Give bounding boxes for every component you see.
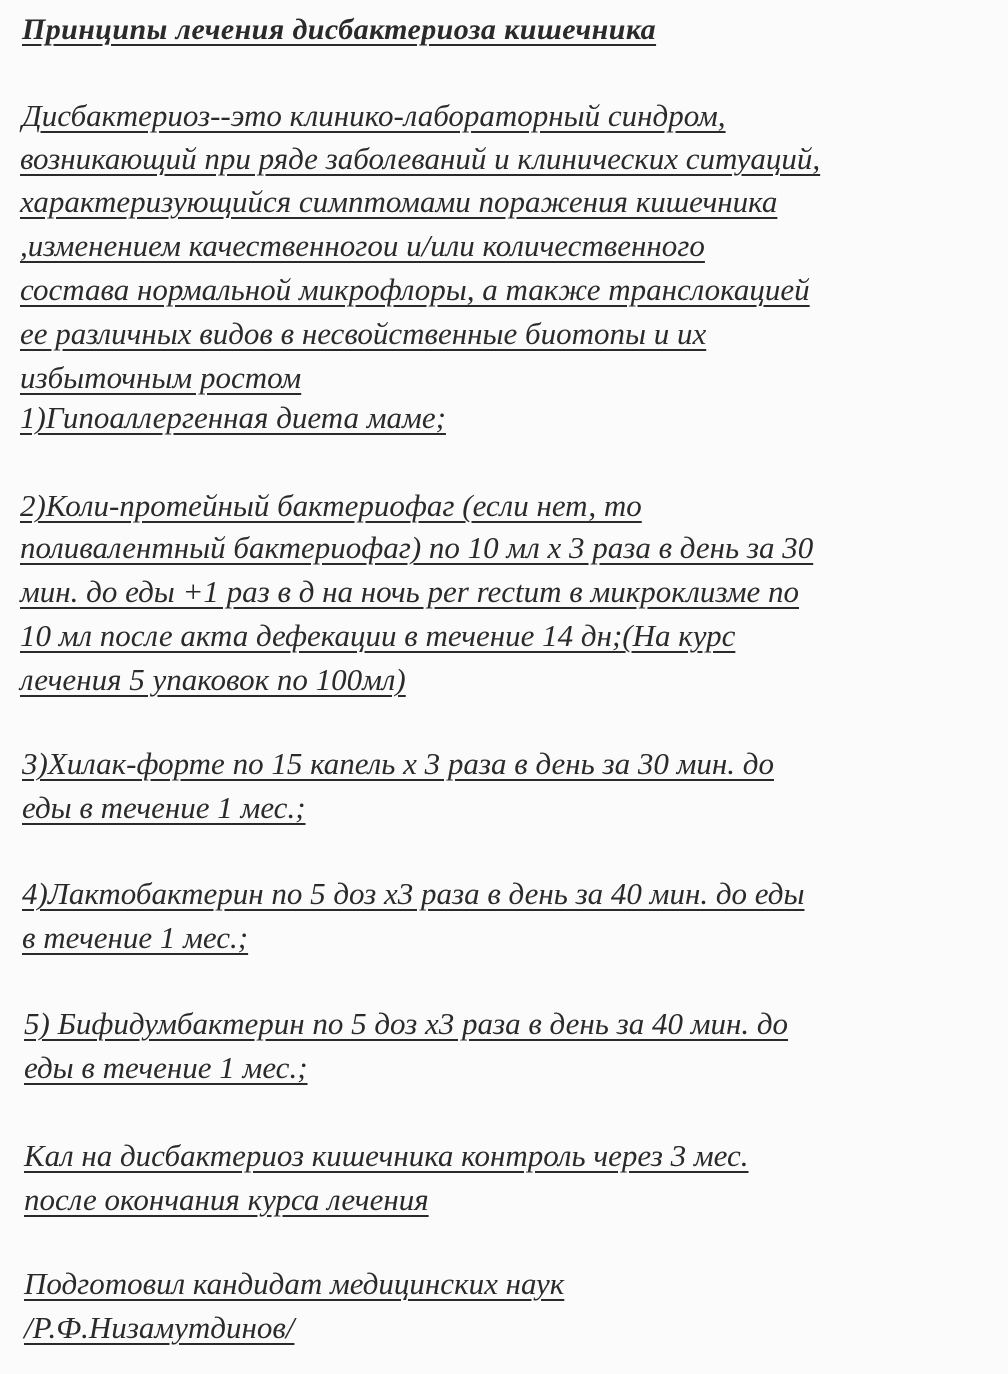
treatment-item-4-line: 4)Лактобактерин по 5 доз х3 раза в день за 40 мин. до еды	[22, 876, 805, 911]
treatment-item-2-line: лечения 5 упаковок по 100мл)	[20, 662, 406, 697]
control-note-line: Кал на дисбактериоз кишечника контроль через 3 мес.	[24, 1138, 749, 1173]
treatment-item-2-line: 10 мл после акта дефекации в течение 14 дн;(На курс	[20, 618, 736, 653]
definition-line: ее различных видов в несвойственные биотопы и их	[20, 316, 707, 351]
control-note-line: после окончания курса лечения	[24, 1182, 429, 1217]
definition-line: возникающий при ряде заболеваний и клинических ситуаций,	[20, 141, 821, 176]
treatment-item-2-line: поливалентный бактериофаг) по 10 мл х 3 раза в день за 30	[20, 530, 814, 565]
signature-name: /Р.Ф.Низамутдинов/	[24, 1310, 295, 1345]
treatment-item-2-line: мин. до еды +1 раз в д на ночь per rectum в микроклизме по	[20, 574, 800, 609]
treatment-item-3-line: 3)Хилак-форте по 15 капель х 3 раза в день за 30 мин. до	[22, 746, 774, 781]
definition-line: состава нормальной микрофлоры, а также транслокацией	[20, 272, 810, 307]
signature-line: Подготовил кандидат медицинских наук	[24, 1266, 565, 1301]
definition-line: характеризующийся симптомами поражения кишечника	[20, 184, 778, 219]
definition-line: ,изменением качественногои и/или количественного	[20, 228, 705, 263]
document-title: Принципы лечения дисбактериоза кишечника	[22, 13, 657, 46]
treatment-item-5-line: 5) Бифидумбактерин по 5 доз х3 раза в день за 40 мин. до	[24, 1006, 789, 1041]
treatment-item-5-line: еды в течение 1 мес.;	[24, 1050, 308, 1085]
definition-line: избыточным ростом	[20, 360, 302, 395]
treatment-item-2-line: 2)Коли-протейный бактериофаг (если нет, то	[20, 488, 642, 523]
treatment-item-1: 1)Гипоаллергенная диета маме;	[20, 400, 446, 435]
treatment-item-4-line: в течение 1 мес.;	[22, 920, 249, 955]
definition-line: Дисбактериоз--это клинико-лабораторный синдром,	[22, 98, 726, 133]
treatment-item-3-line: еды в течение 1 мес.;	[22, 790, 306, 825]
